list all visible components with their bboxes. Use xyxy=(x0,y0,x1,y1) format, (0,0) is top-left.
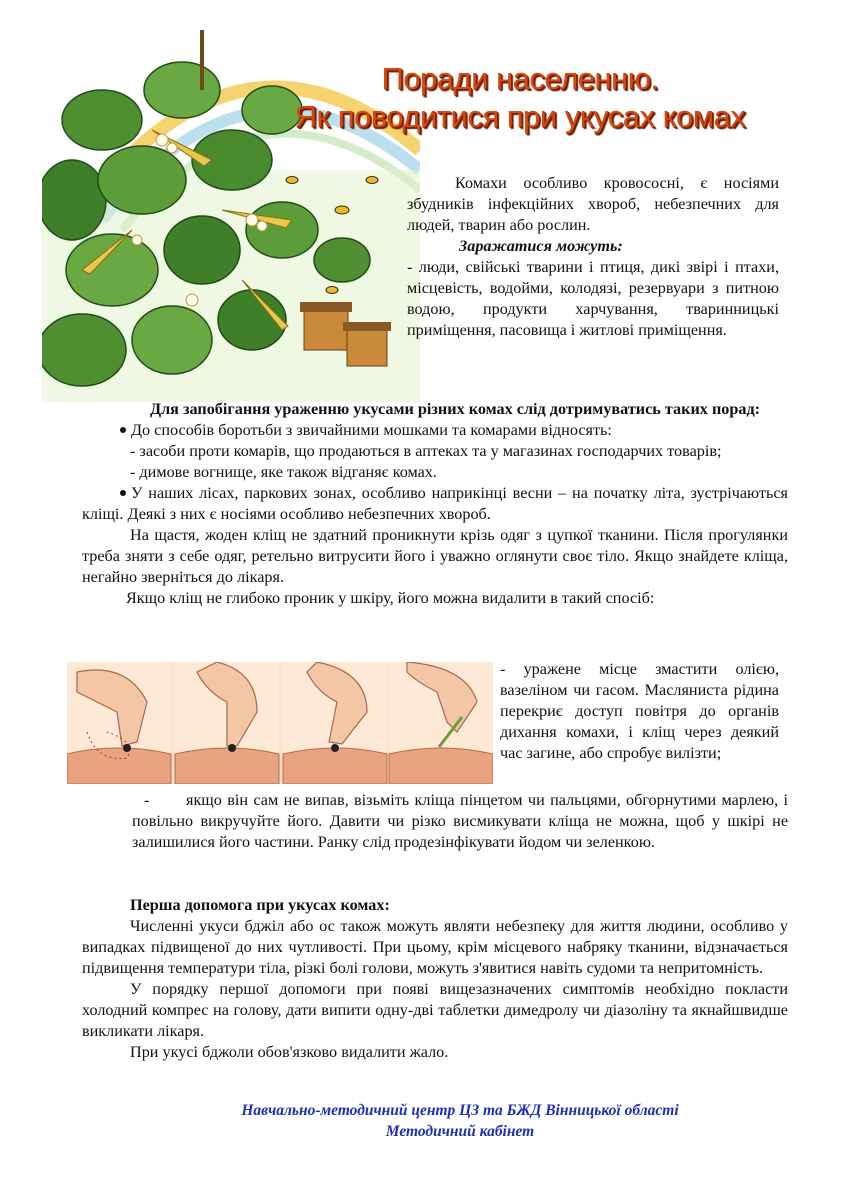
dash-smoke: - димове вогнище, яке також відганяє комах. xyxy=(130,463,437,481)
prevention-heading: Для запобігання ураженню укусами різних комах слід дотримуватись таких порад: xyxy=(149,400,761,418)
footer-line-1: Навчально-методичний центр ЦЗ та БЖД Вінницької області xyxy=(241,1102,679,1119)
tweezers-method xyxy=(132,790,788,853)
tweezers-dash: - xyxy=(144,791,150,809)
first-aid-heading: Перша допомога при укусах комах: xyxy=(130,896,390,914)
bullet-icon xyxy=(120,490,126,496)
oil-method xyxy=(500,659,779,764)
first-aid-paragraph-3: При укусі бджоли обов'язково видалити жало. xyxy=(130,1043,449,1061)
bullet-ticks-text: У наших лісах, паркових зонах, особливо наприкінці весни – на початку літа, зустрічаються кліщі. Деякі з них є носіями особливо небезпечних хвороб. xyxy=(82,484,788,523)
tweezers-text: якщо він сам не випав, візьміть кліща пінцетом чи пальцями, обгорнутими марлею, і повільно викручуйте його. Давити чи різко висмикувати кліща не можна, щоб у шкірі не залишилися його частини. Ранку слід продезінфікувати йодом чи зеленкою. xyxy=(132,791,788,851)
page-title xyxy=(240,60,800,136)
infect-list: - люди, свійські тварини і птиця, дикі звірі і птахи, місцевість, водойми, колодязі, резервуари з питною водою, продукти харчування, тваринницькі приміщення, пасовища і житлові приміщення. xyxy=(407,258,779,339)
dash-repellents xyxy=(82,441,788,462)
first-aid-section xyxy=(82,895,788,1063)
title-line-2: Як поводитися при укусах комах xyxy=(294,99,746,134)
bullet-mosquito xyxy=(82,420,788,441)
footer-line-2: Методичний кабінет xyxy=(385,1123,535,1140)
intro-paragraph: Комахи особливо кровососні, є носіями збудників інфекційних хвороб, небезпечних для людей, тварин або рослин. xyxy=(407,174,779,234)
first-aid-paragraph-2: У порядку першої допомоги при появі вищезазначених симптомів необхідно покласти холодний компрес на голову, дати випити одну-дві таблетки димедролу чи діазоліну та якнайшвидше викликати лікаря. xyxy=(82,980,788,1040)
dash-repellents-text: - засоби проти комарів, що продаються в аптеках та у магазинах господарчих товарів; xyxy=(130,442,722,460)
bullet-mosquito-text: До способів боротьби з звичайними мошками та комарами відносять: xyxy=(131,421,612,439)
oil-paragraph: - уражене місце змастити олією, вазеліном чи гасом. Масляниста рідина перекриє доступ повітря до органів дихання комахи, і кліщ через деякий час загине, або спробує вилізти; xyxy=(500,660,779,762)
intro-block xyxy=(407,173,779,341)
prevention-section xyxy=(82,399,788,609)
tweezers-paragraph xyxy=(132,790,788,853)
footer xyxy=(150,1100,770,1142)
luck-paragraph: На щастя, жоден кліщ не здатний проникнути крізь одяг з цупкої тканини. Після прогулянки треба зняти з себе одяг, ретельно витрусити його і уважно оглянути своє тіло. Якщо знайдете кліща, негайно зверніться до лікаря. xyxy=(82,526,788,586)
first-aid-paragraph-1: Численні укуси бджіл або ос також можуть являти небезпеку для життя людини, особливо у випадках підвищеної до них чутливості. При цьому, крім місцевого набряку тканини, відзначається підвищення температури тіла, різкі болі голови, можуть з'явитися навіть судоми та непритомність. xyxy=(82,917,788,977)
bullet-icon xyxy=(120,427,126,433)
tick-removal-illustration xyxy=(67,662,493,784)
title-line-1: Поради населенню. xyxy=(381,61,659,96)
bullet-ticks xyxy=(82,483,788,525)
removal-intro: Якщо кліщ не глибоко проник у шкіру, його можна видалити в такий спосіб: xyxy=(126,589,655,607)
infect-heading: Заражатися можуть: xyxy=(459,237,623,255)
